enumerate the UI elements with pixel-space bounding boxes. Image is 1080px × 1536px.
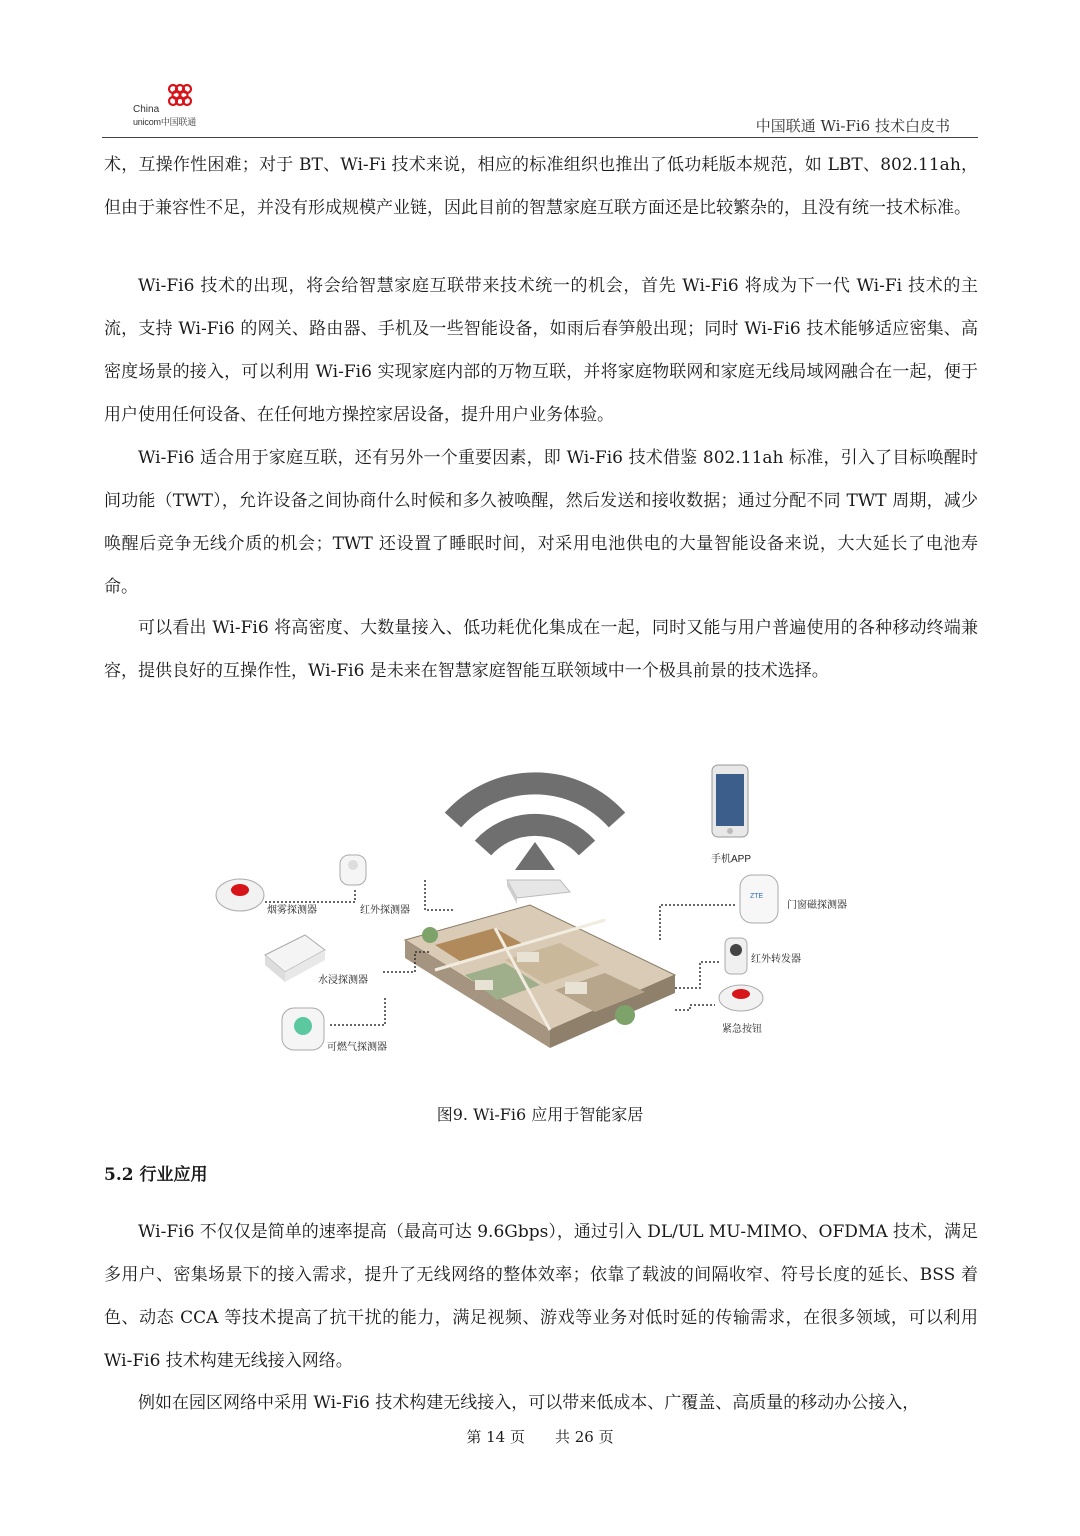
figure-caption: 图9. Wi-Fi6 应用于智能家居 <box>436 1105 644 1124</box>
logo-text-unicom: unicom中国联通 <box>133 117 197 127</box>
paragraph-wifi6-unify: Wi-Fi6 技术的出现，将会给智慧家庭互联带来技术统一的机会，首先 Wi-Fi6 将成为下一代 Wi-Fi 技术的主流，支持 Wi-Fi6 的网关、路由器、手机及一些智能设备，如雨后春笋般出现；同时 Wi-Fi6 技术能够适应密集、高密度场景的接入，可以利用 Wi-Fi6 实现家庭内部的万物互联，并将家庭物联网和家庭无线局域网融合在一起，便于用户使用任何设备、在任何地方操控家居设备，提升用户业务体验。 <box>104 276 978 425</box>
paragraph-summary: 可以看出 Wi-Fi6 将高密度、大数量接入、低功耗优化集成在一起，同时又能与用户普遍使用的各种移动终端兼容，提供良好的互操作性，Wi-Fi6 是未来在智慧家庭智能互联领域中一个极具前景的技术选择。 <box>104 618 978 681</box>
label-phone-app: 手机APP <box>711 854 752 865</box>
house-floorplan-icon <box>405 905 675 1048</box>
label-gas-detector: 可燃气探测器 <box>327 1042 387 1053</box>
svg-text:ZTE: ZTE <box>750 893 764 900</box>
paragraph-continuation: 术，互操作性困难；对于 BT、Wi-Fi 技术来说，相应的标准组织也推出了低功耗版本规范，如 LBT、802.11ah，但由于兼容性不足，并没有形成规模产业链，因此目前的智慧家庭互联方面还是比较繁杂的，且没有统一技术标准。 <box>104 155 978 218</box>
smartphone-icon <box>712 765 748 837</box>
label-infrared-detector: 红外探测器 <box>360 905 410 916</box>
document-header-title: 中国联通 Wi-Fi6 技术白皮书 <box>755 117 950 135</box>
infrared-detector-icon <box>340 855 366 885</box>
emergency-button-icon <box>719 985 763 1011</box>
paragraph-twt: Wi-Fi6 适合用于家庭互联，还有另外一个重要因素，即 Wi-Fi6 技术借鉴 802.11ah 标准，引入了目标唤醒时间功能（TWT），允许设备之间协商什么时候和多久被唤醒，然后发送和接收数据；通过分配不同 TWT 周期，减少唤醒后竞争无线介质的机会；TWT 还设置了睡眠时间，对采用电池供电的大量智能设备来说，大大延长了电池寿命。 <box>104 448 978 597</box>
label-emergency-button: 紧急按钮 <box>722 1024 762 1035</box>
paragraph-industry-intro: Wi-Fi6 不仅仅是简单的速率提高（最高可达 9.6Gbps），通过引入 DL/UL MU-MIMO、OFDMA 技术，满足多用户、密集场景下的接入需求，提升了无线网络的整体效率；依靠了载波的间隔收窄、符号长度的延长、BSS 着色、动态 CCA 等技术提高了抗干扰的能力，满足视频、游戏等业务对低时延的传输需求，在很多领域，可以利用 Wi-Fi6 技术构建无线接入网络。 <box>104 1222 978 1371</box>
smoke-detector-icon <box>216 879 264 911</box>
header-divider <box>102 137 978 138</box>
router-icon <box>507 880 570 904</box>
ir-forwarder-icon <box>725 938 747 974</box>
paragraph-campus: 例如在园区网络中采用 Wi-Fi6 技术构建无线接入，可以带来低成本、广覆盖、高质量的移动办公接入， <box>138 1393 920 1413</box>
section-heading: 5.2 行业应用 <box>104 1165 208 1185</box>
wifi-icon <box>453 783 617 848</box>
label-ir-forwarder: 红外转发器 <box>751 954 801 965</box>
label-door-window-sensor: 门窗磁探测器 <box>787 900 847 911</box>
page-number: 第 14 页 共 26 页 <box>466 1428 614 1446</box>
water-sensor-icon <box>265 935 325 982</box>
gas-detector-icon <box>282 1008 324 1050</box>
door-window-sensor-icon <box>740 875 778 923</box>
logo-text-china: China <box>133 104 160 115</box>
label-smoke-detector: 烟雾探测器 <box>267 905 317 916</box>
wifi-dot-icon <box>515 842 555 870</box>
label-water-sensor: 水浸探测器 <box>318 975 368 986</box>
smart-home-figure <box>205 730 875 1070</box>
